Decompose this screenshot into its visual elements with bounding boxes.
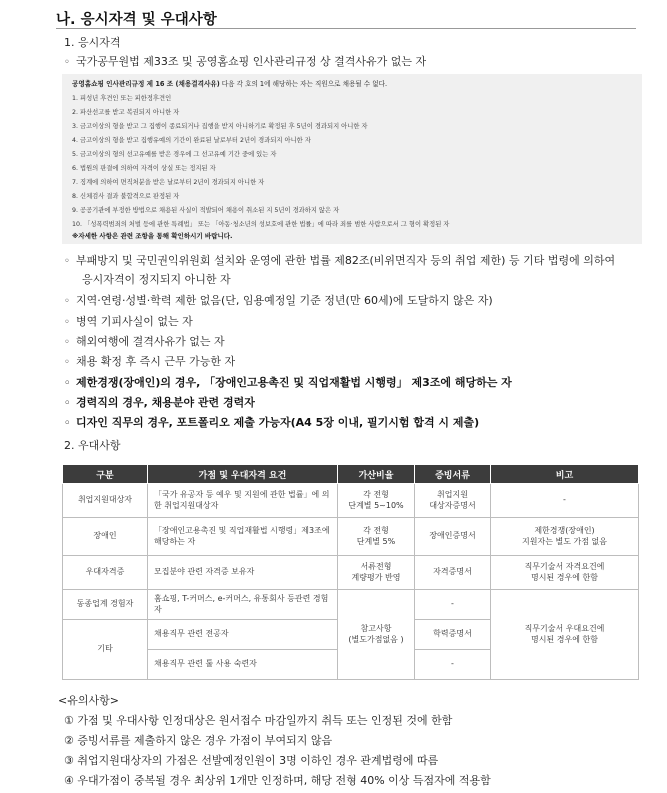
table-cell: 모집분야 관련 자격증 보유자 xyxy=(148,556,338,590)
bullet-icon: ◦ xyxy=(64,296,70,307)
table-cell: 서류전형 계량평가 반영 xyxy=(338,556,415,590)
notes-heading: <유의사항> xyxy=(58,694,119,707)
regulation-heading: 공영홈쇼핑 인사관리규정 제 16 조 (채용결격사유) 다음 각 호의 1에 해당하는 자는 직원으로 채용될 수 없다. xyxy=(72,80,388,88)
regulation-item: 4. 금고이상의 형을 받고 집행유예의 기간이 완료된 날로부터 2년이 경과되지 아니한 자 xyxy=(72,137,311,144)
table-cell: 취업지원 대상자증명서 xyxy=(415,484,491,518)
subsection-eligibility: 1. 응시자격 xyxy=(64,36,121,49)
header-remarks: 비고 xyxy=(491,465,639,484)
regulation-item: 5. 금고이상의 형의 선고유예를 받은 경우에 그 선고유예 기간 중에 있는 자 xyxy=(72,151,277,158)
section-title: 나. 응시자격 및 우대사항 xyxy=(56,12,217,28)
regulation-item: 7. 징계에 의하여 면직처분을 받은 날로부터 2년이 경과되지 아니한 자 xyxy=(72,179,265,186)
table-cell-merged: 참고사항 (별도가점없음 ) xyxy=(338,590,415,680)
bullet-item: ◦ 부패방지 및 국민권익위원회 설치와 운영에 관한 법률 제82조(비위면직자 등의 취업 제한) 등 기타 법령에 의하여 xyxy=(64,254,616,267)
table-cell: 동종업계 경험자 xyxy=(63,590,148,620)
table-cell: 「국가 유공자 등 예우 및 지원에 관한 법률」에 의한 취업지원대상자 xyxy=(148,484,338,518)
regulation-note: ※자세한 사항은 관련 조항을 통해 확인하시기 바랍니다. xyxy=(72,232,233,240)
title-divider xyxy=(56,28,636,29)
table-cell: 장애인증명서 xyxy=(415,518,491,556)
table-cell: 직무기술서 자격요건에 명시된 경우에 한함 xyxy=(491,556,639,590)
bullet-item: ◦ 병역 기피사실이 없는 자 xyxy=(64,315,193,328)
table-header-row xyxy=(63,465,639,484)
table-row xyxy=(63,484,639,518)
table-cell: 장애인 xyxy=(63,518,148,556)
note-item: ② 증빙서류를 제출하지 않은 경우 가점이 부여되지 않음 xyxy=(64,734,333,747)
bullet-disqualification: ◦ 국가공무원법 제33조 및 공영홈쇼핑 인사관리규정 상 결격사유가 없는 자 xyxy=(64,55,427,68)
regulation-item: 1. 피성년 후견인 또는 피한정후견인 xyxy=(72,95,172,102)
header-bonus-rate: 가산비율 xyxy=(338,465,415,484)
table-cell: 우대자격증 xyxy=(63,556,148,590)
regulation-item: 10. 「성폭력범죄의 처벌 등에 관한 특례법」 또는 「아동·청소년의 성보호에 관한 법률」에 따라 죄를 범한 사람으로서 그 형이 확정된 자 xyxy=(72,221,450,228)
bullet-icon: ◦ xyxy=(64,378,71,389)
regulation-item: 3. 금고이상의 형을 받고 그 집행이 종료되거나 집행을 받지 아니하기로 확정된 후 5년이 경과되지 아니한 자 xyxy=(72,123,368,130)
bullet-icon: ◦ xyxy=(64,57,70,68)
table-cell: - xyxy=(415,650,491,680)
table-cell: 학력증명서 xyxy=(415,620,491,650)
subsection-preference: 2. 우대사항 xyxy=(64,439,121,452)
table-cell: 홈쇼핑, T-커머스, e-커머스, 유통회사 등관련 경험자 xyxy=(148,590,338,620)
note-item: ① 가점 및 우대사항 인정대상은 원서접수 마감일까지 취득 또는 인정된 것에 한함 xyxy=(64,714,453,727)
table-cell-merged: 직무기술서 우대요건에 명시된 경우에 한함 xyxy=(491,590,639,680)
table-row xyxy=(63,590,639,620)
table-cell: 제한경쟁(장애인) 지원자는 별도 가점 없음 xyxy=(491,518,639,556)
note-item: ③ 취업지원대상자의 가점은 선발예정인원이 3명 이하인 경우 관계법령에 따름 xyxy=(64,754,439,767)
header-category: 구분 xyxy=(63,465,148,484)
bullet-icon: ◦ xyxy=(64,337,70,348)
table-cell: 자격증명서 xyxy=(415,556,491,590)
regulation-item: 8. 신체검사 결과 불합격으로 판정된 자 xyxy=(72,193,180,200)
bullet-item-bold: ◦ 경력직의 경우, 채용분야 관련 경력자 xyxy=(64,396,255,409)
regulation-box xyxy=(62,74,642,244)
table-row xyxy=(63,518,639,556)
bullet-item: ◦ 지역·연령·성별·학력 제한 없음(단, 임용예정일 기준 정년(만 60세)에 도달하지 않은 자) xyxy=(64,294,493,307)
header-requirement: 가점 및 우대자격 요건 xyxy=(148,465,338,484)
bullet-item: ◦ 채용 확정 후 즉시 근무 가능한 자 xyxy=(64,355,236,368)
bullet-item: ◦ 해외여행에 결격사유가 없는 자 xyxy=(64,335,225,348)
table-cell: 「장애인고용촉진 및 직업재활법 시행령」제3조에 해당하는 자 xyxy=(148,518,338,556)
table-cell: - xyxy=(491,484,639,518)
bullet-icon: ◦ xyxy=(64,418,71,429)
table-row xyxy=(63,556,639,590)
table-cell: 취업지원대상자 xyxy=(63,484,148,518)
regulation-item: 6. 법원의 판결에 의하여 자격이 상실 또는 정지된 자 xyxy=(72,165,216,172)
regulation-item: 9. 공공기관에 부정한 방법으로 채용된 사실이 적발되어 채용이 취소된 지 5년이 경과하지 않은 자 xyxy=(72,207,340,214)
table-cell: 각 전형 단계별 5% xyxy=(338,518,415,556)
bullet-item-bold: ◦ 제한경쟁(장애인)의 경우, 「장애인고용촉진 및 직업재활법 시행령」 제3조에 해당하는 자 xyxy=(64,376,512,389)
bullet-icon: ◦ xyxy=(64,256,70,267)
preference-table xyxy=(62,464,639,680)
header-documents: 증빙서류 xyxy=(415,465,491,484)
bullet-item-bold: ◦ 디자인 직무의 경우, 포트폴리오 제출 가능자(A4 5장 이내, 필기시험 합격 시 제출) xyxy=(64,416,480,429)
bullet-icon: ◦ xyxy=(64,317,70,328)
regulation-item: 2. 파산선고를 받고 복권되지 아니한 자 xyxy=(72,109,180,116)
table-cell-merged: 기타 xyxy=(63,620,148,680)
table-cell: - xyxy=(415,590,491,620)
bullet-icon: ◦ xyxy=(64,398,71,409)
bullet-icon: ◦ xyxy=(64,357,70,368)
note-item: ④ 우대가점이 중복될 경우 최상위 1개만 인정하며, 해당 전형 40% 이상 득점자에 적용함 xyxy=(64,774,491,787)
table-cell: 채용직무 관련 툴 사용 숙련자 xyxy=(148,650,338,680)
table-cell: 각 전형 단계별 5~10% xyxy=(338,484,415,518)
table-cell: 채용직무 관련 전공자 xyxy=(148,620,338,650)
bullet-continuation: 응시자격이 정지되지 아니한 자 xyxy=(82,273,231,286)
